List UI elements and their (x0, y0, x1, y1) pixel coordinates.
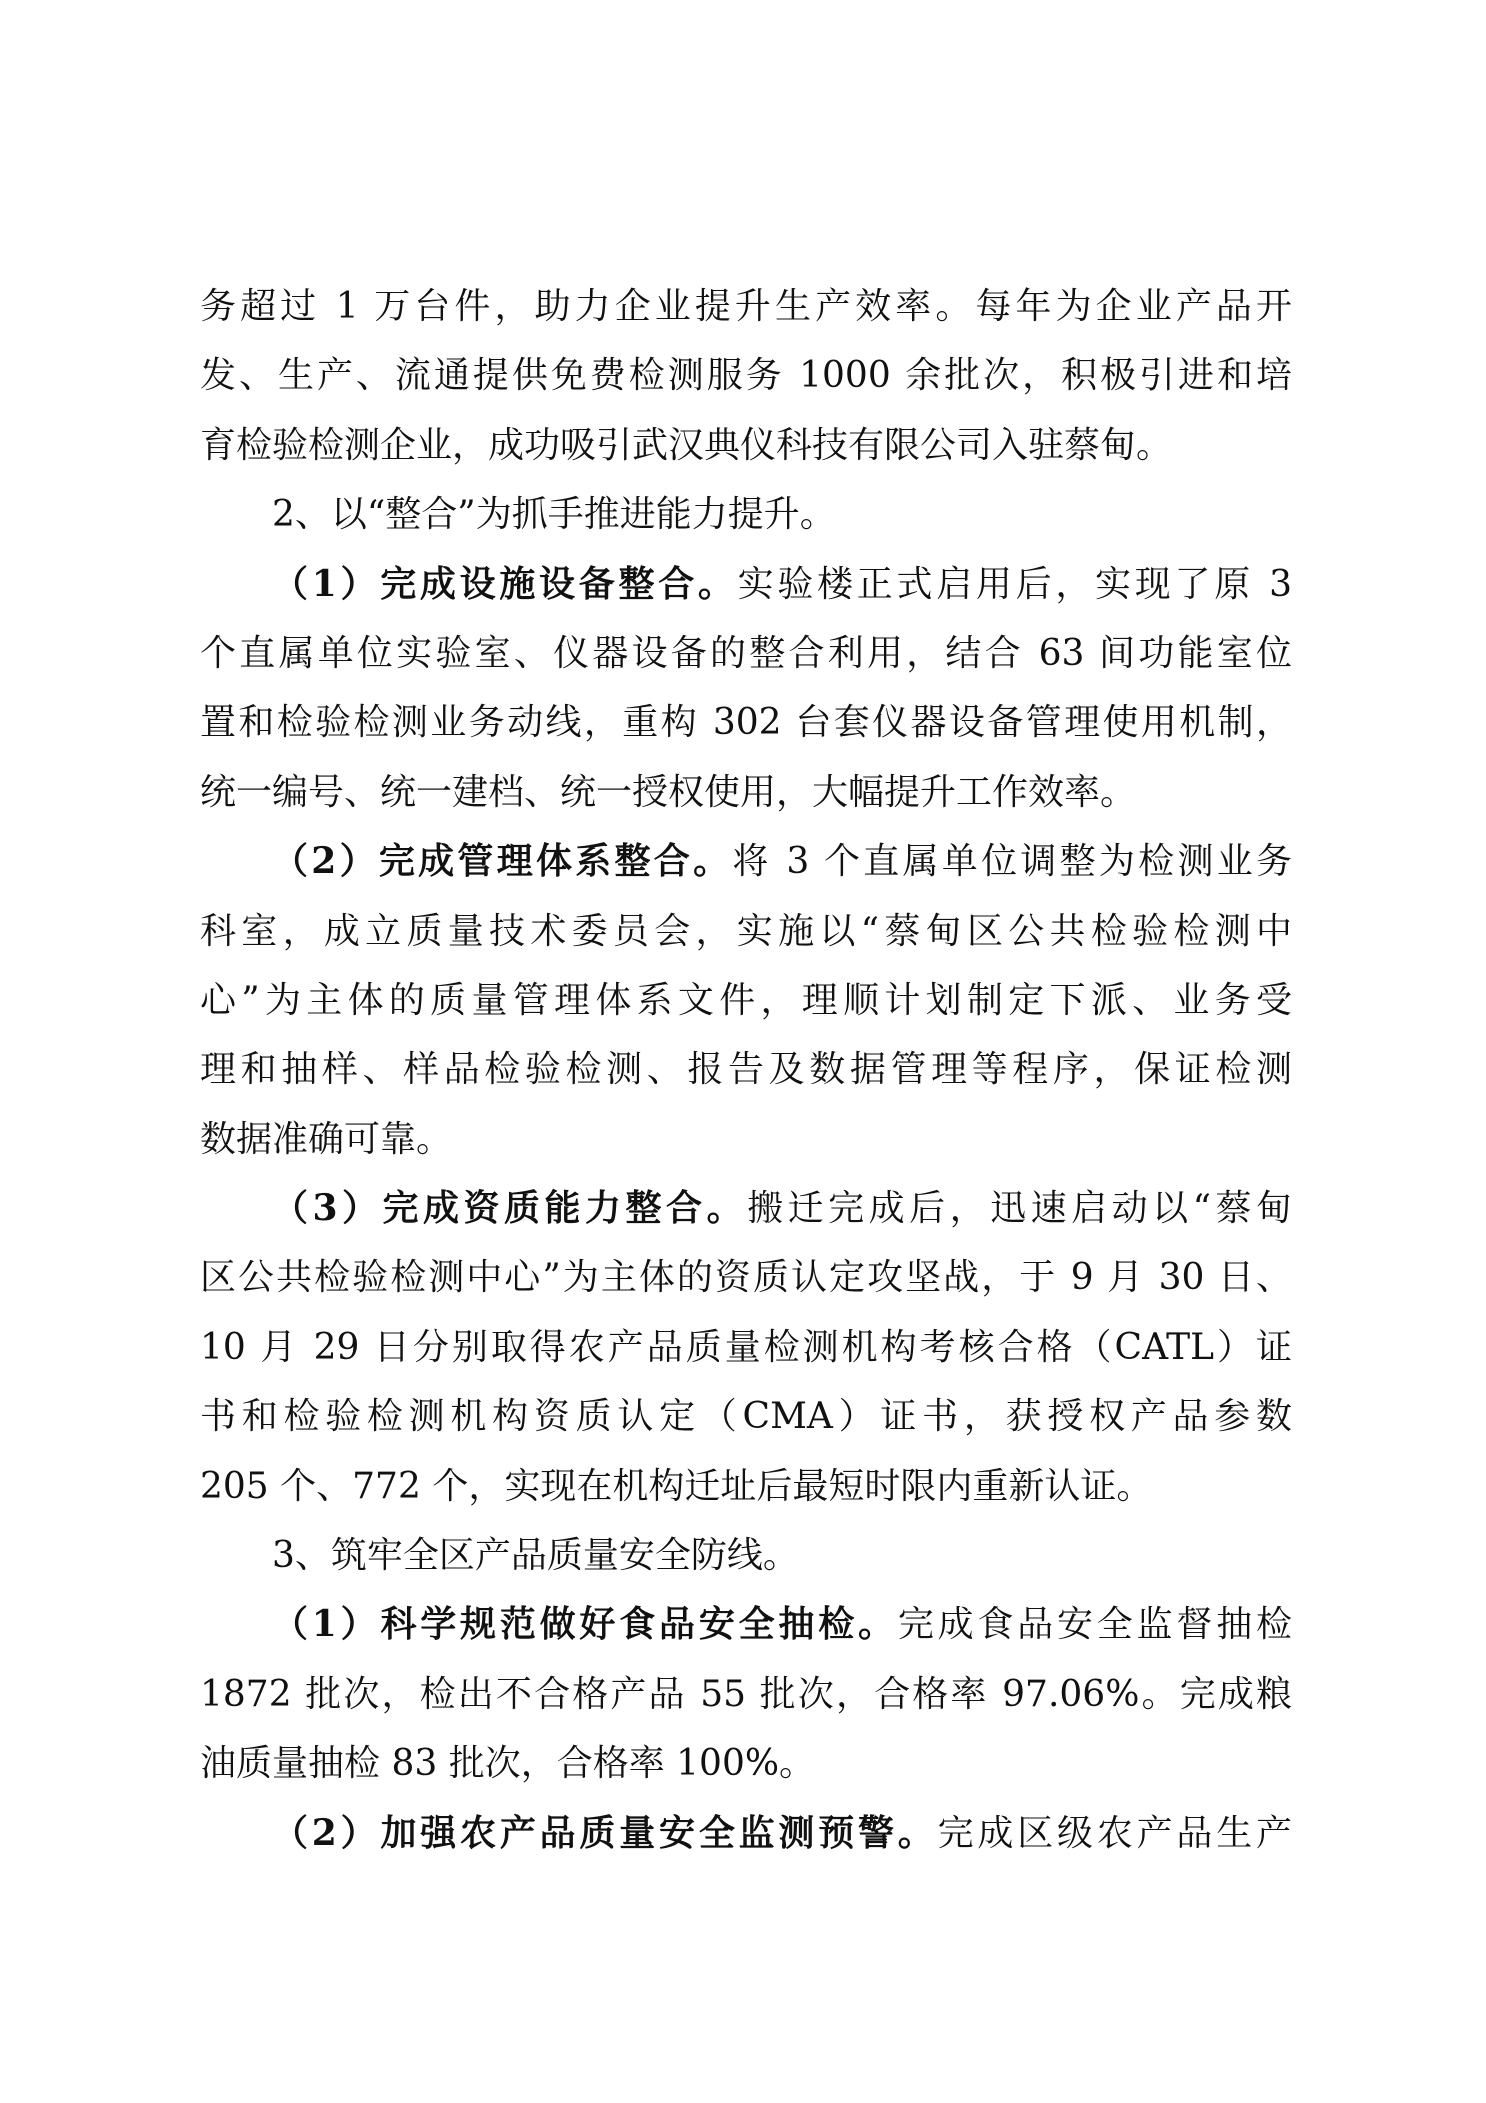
text-line: 油质量抽检 83 批次，合格率 100%。 (200, 1743, 816, 1785)
text-line: 1872 批次，检出不合格产品 55 批次，合格率 97.06%。完成粮 (200, 1673, 1292, 1715)
text-line: 育检验检测企业，成功吸引武汉典仪科技有限公司入驻蔡甸。 (200, 424, 1173, 466)
paragraph-first-line (200, 550, 1292, 619)
text-line: 统一编号、统一建档、统一授权使用，大幅提升工作效率。 (200, 771, 1137, 813)
text-run: 完成区级农产品生产 (937, 1812, 1292, 1854)
text-run: 搬迁完成后，迅速启动以“蔡甸 (747, 1188, 1292, 1230)
text-line: 务超过 1 万台件，助力企业提升生产效率。每年为企业产品开 (200, 286, 1292, 327)
text-line: 个直属单位实验室、仪器设备的整合利用，结合 63 间功能室位 (200, 632, 1292, 674)
section-heading: 2、以“整合”为抓手推进能力提升。 (272, 494, 836, 536)
text-line: 置和检验检测业务动线，重构 302 台套仪器设备管理使用机制， (200, 702, 1292, 744)
paragraph-first-line (200, 1174, 1292, 1243)
text-line: 心”为主体的质量管理体系文件，理顺计划制定下派、业务受 (200, 979, 1292, 1021)
text-line: 区公共检验检测中心”为主体的资质认定攻坚战，于 9 月 30 日、 (200, 1257, 1292, 1299)
paragraph-first-line (200, 1799, 1292, 1868)
subsection-heading: （2）完成管理体系整合。 (272, 840, 733, 883)
text-line: 书和检验检测机构资质认定（CMA）证书，获授权产品参数 (200, 1396, 1292, 1438)
text-run: 将 3 个直属单位调整为检测业务 (732, 841, 1292, 883)
text-line: 205 个、772 个，实现在机构迁址后最短时限内重新认证。 (200, 1465, 1153, 1507)
paragraph-first-line (200, 1590, 1292, 1659)
section-heading: 3、筑牢全区产品质量安全防线。 (272, 1535, 799, 1577)
document-page (200, 272, 1292, 1868)
text-run: 实验楼正式启用后，实现了原 3 (737, 563, 1292, 605)
text-line: 数据准确可靠。 (200, 1118, 453, 1160)
subsection-heading: （1）完成设施设备整合。 (272, 562, 738, 605)
subsection-heading: （3）完成资质能力整合。 (272, 1187, 748, 1230)
text-run: 完成食品安全监督抽检 (897, 1604, 1292, 1646)
text-line: 10 月 29 日分别取得农产品质量检测机构考核合格（CATL）证 (200, 1326, 1292, 1368)
paragraph-first-line (200, 827, 1292, 896)
subsection-heading: （1）科学规范做好食品安全抽检。 (272, 1603, 898, 1646)
text-line: 科室，成立质量技术委员会，实施以“蔡甸区公共检验检测中 (200, 910, 1292, 952)
text-line: 发、生产、流通提供免费检测服务 1000 余批次，积极引进和培 (200, 355, 1292, 397)
text-line: 理和抽样、样品检验检测、报告及数据管理等程序，保证检测 (200, 1049, 1292, 1091)
subsection-heading: （2）加强农产品质量安全监测预警。 (272, 1811, 938, 1854)
